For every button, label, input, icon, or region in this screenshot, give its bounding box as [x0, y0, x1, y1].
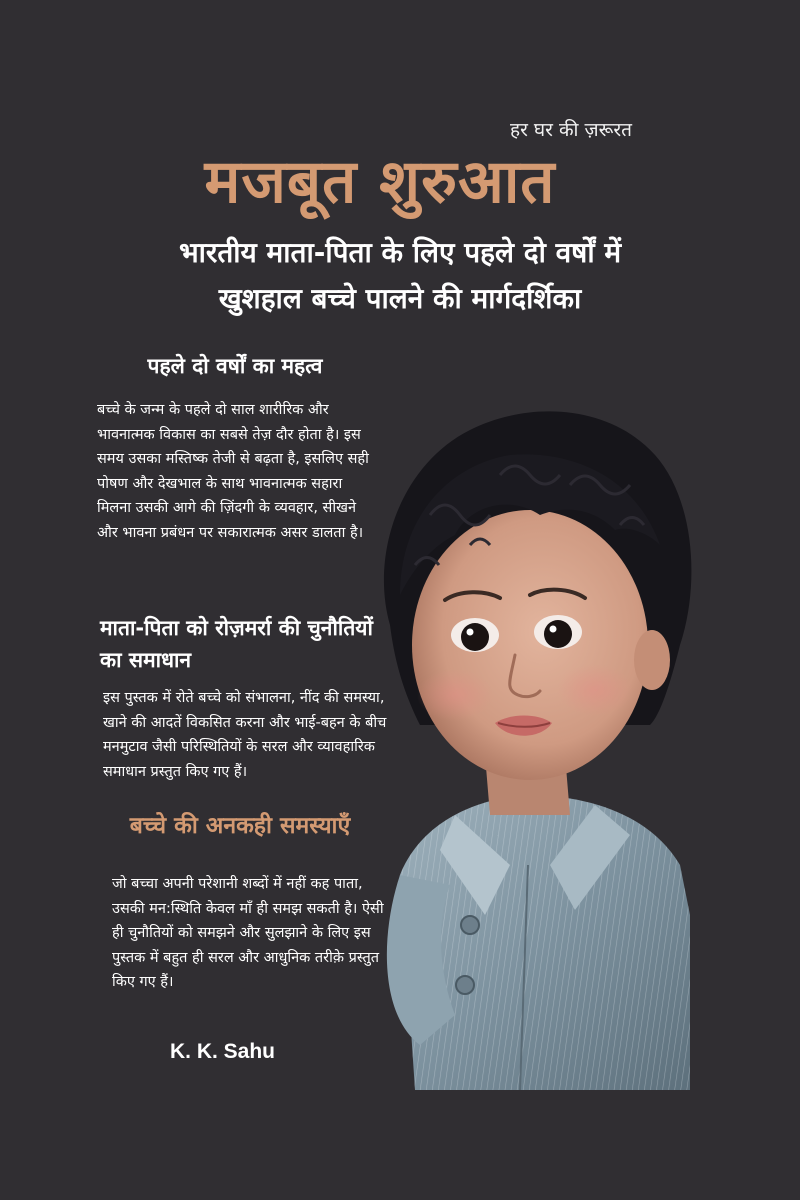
section-1-heading: पहले दो वर्षों का महत्व: [147, 354, 323, 378]
book-subtitle: [40, 230, 760, 322]
section-1-body: बच्चे के जन्म के पहले दो साल शारीरिक और भावनात्मक विकास का सबसे तेज़ दौर होता है। इस समय उसका मस्तिष्क तेजी से बढ़ता है, इसलिए सही पोषण और देखभाल के साथ भावनात्मक सहारा मिलना उसकी आगे की ज़िंदगी के व्यवहार, सीखने और भावना प्रबंधन पर सकारात्मक असर डालता है।: [97, 402, 369, 541]
book-title: मजबूत शुरुआत: [204, 147, 556, 217]
subtitle-line-1: भारतीय माता-पिता के लिए पहले दो वर्षों में: [178, 236, 622, 269]
author-name: K. K. Sahu: [170, 1040, 276, 1063]
subtitle-line-2: खुशहाल बच्चे पालने की मार्गदर्शिका: [218, 282, 582, 315]
section-2-body: इस पुस्तक में रोते बच्चे को संभालना, नींद की समस्या, खाने की आदतें विकसित करना और भाई-बहन के बीच मनमुटाव जैसी परिस्थितियों के सरल और व्यावहारिक समाधान प्रस्तुत किए गए हैं।: [103, 690, 387, 780]
section-3-heading: बच्चे की अनकही समस्याएँ: [129, 813, 351, 839]
section-2-heading: माता-पिता को रोज़मर्रा की चुनौतियों का समाधान: [100, 616, 373, 672]
tagline: हर घर की ज़रूरत: [510, 119, 632, 141]
section-3-body: जो बच्चा अपनी परेशानी शब्दों में नहीं कह पाता, उसकी मन:स्थिति केवल माँ ही समझ सकती है। ऐसी ही चुनौतियों को समझने और सुलझाने के लिए इस पुस्तक में बहुत ही सरल और आधुनिक तरीक़े प्रस्तुत किए गए हैं।: [112, 876, 384, 990]
child-photo: [360, 395, 695, 1090]
